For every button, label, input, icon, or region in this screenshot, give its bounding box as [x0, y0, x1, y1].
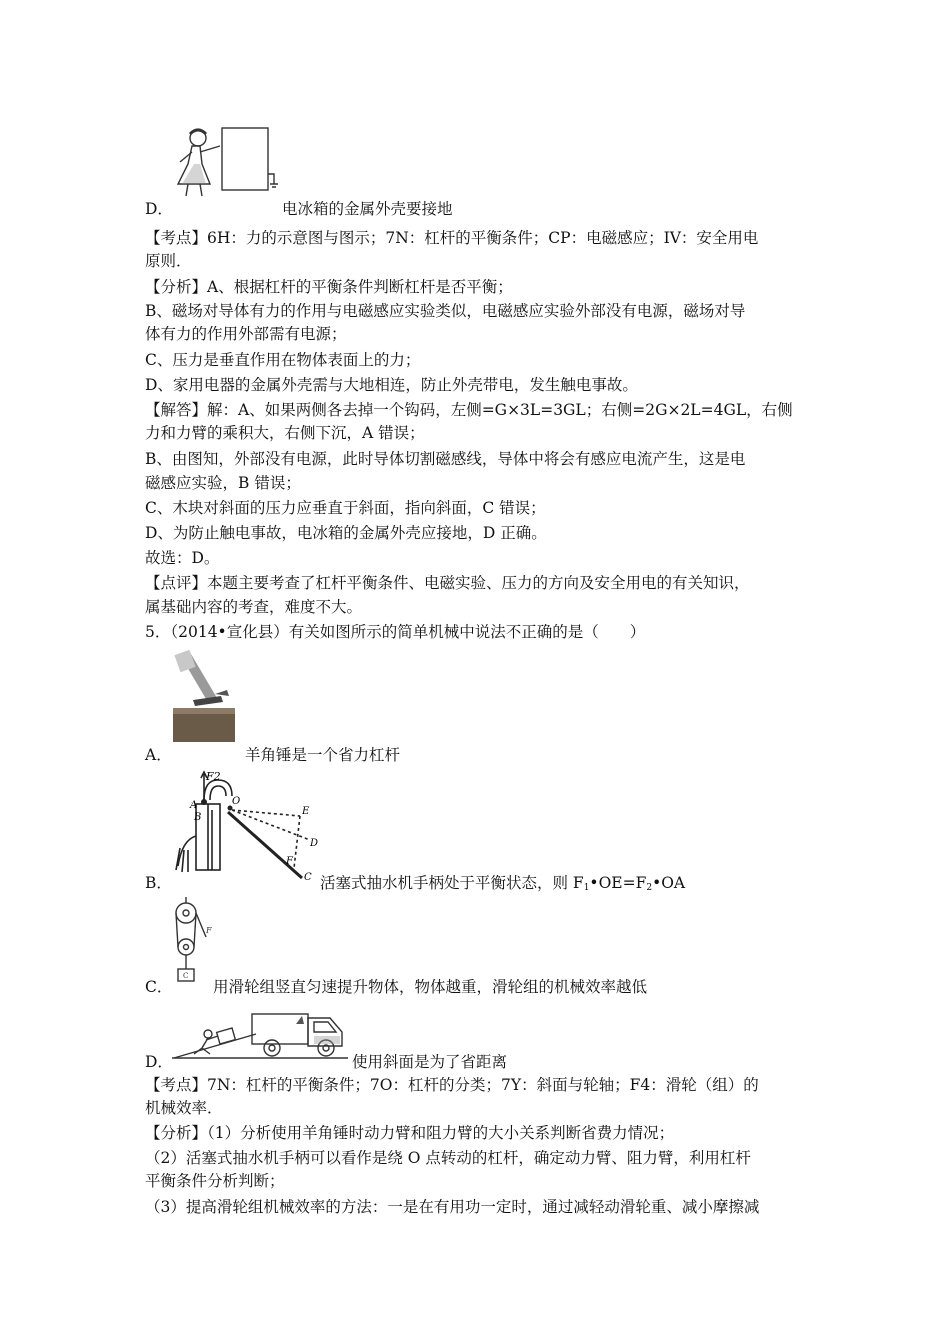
label-o: O [232, 796, 241, 807]
fenxi-line: 【分析】A、根据杠杆的平衡条件判断杠杆是否平衡； [145, 278, 513, 296]
q5-kaodian-line-2: 机械效率． [145, 1099, 223, 1117]
label-pulley-f: F [206, 926, 212, 935]
label-e: E [302, 806, 310, 817]
label-f2: F2 [206, 770, 221, 783]
q5-stem: 5．（2014•宣化县）有关如图所示的简单机械中说法不正确的是（ ） [145, 623, 646, 641]
q5-option-b-letter: B． [145, 874, 172, 892]
fenxi-b-line-1: B、磁场对导体有力的作用与电磁感应实验类似，电磁感应实验外部没有电源，磁场对导 [145, 302, 746, 320]
label-b: B [194, 812, 202, 823]
pulley-figure [168, 897, 218, 987]
dianping-line-2: 属基础内容的考查，难度不大。 [145, 598, 363, 616]
option-b-text-pre: 活塞式抽水机手柄处于平衡状态，则 F [320, 874, 584, 892]
jieda-line-2: 力和力臂的乘积大，右侧下沉，A 错误； [145, 424, 425, 442]
q5-kaodian-line-1: 【考点】7N：杠杆的平衡条件；7O：杠杆的分类；7Y：斜面与轮轴；F4：滑轮（组）的 [145, 1076, 759, 1094]
q5-option-d-text: 使用斜面是为了省距离 [352, 1053, 508, 1071]
q5-p3-line: （3）提高滑轮组机械效率的方法：一是在有用功一定时，通过减轻动滑轮重、减小摩擦减 [145, 1198, 760, 1216]
q5-p2-line-1: （2）活塞式抽水机手柄可以看作是绕 O 点转动的杠杆，确定动力臂、阻力臂，利用杠杆 [145, 1149, 751, 1167]
option-b-text-post: •OA [652, 874, 686, 892]
jieda-b-line-1: B、由图知，外部没有电源，此时导体切割磁感线，导体中将会有感应电流产生，这是电 [145, 450, 746, 468]
kaodian-line-1: 【考点】6H：力的示意图与图示；7N：杠杆的平衡条件；CP：电磁感应；IV：安全用电 [145, 229, 759, 247]
q5-option-c-letter: C． [145, 978, 173, 996]
fenxi-d-line: D、家用电器的金属外壳需与大地相连，防止外壳带电，发生触电事故。 [145, 376, 638, 394]
label-f: F [286, 856, 293, 867]
option-b-text-mid: •OE=F [589, 874, 647, 892]
label-a: A [190, 800, 198, 811]
q5-fenxi-line: 【分析】（1）分析使用羊角锤时动力臂和阻力臂的大小关系判断省费力情况； [145, 1124, 675, 1142]
q5-option-c-text: 用滑轮组竖直匀速提升物体，物体越重，滑轮组的机械效率越低 [213, 978, 648, 996]
q5-option-b-text [320, 871, 685, 893]
q4-option-d [145, 197, 173, 219]
label-pulley-block: C [183, 972, 189, 980]
option-b-sub1: 1 [583, 883, 590, 893]
jieda-d-line: D、为防止触电事故，电冰箱的金属外壳应接地，D 正确。 [145, 524, 547, 542]
q5-option-a-text: 羊角锤是一个省力杠杆 [245, 746, 401, 764]
claw-hammer-figure [173, 650, 235, 742]
option-b-sub2: 2 [646, 883, 653, 893]
kaodian-line-2: 原则． [145, 252, 192, 270]
truck-ramp-figure [172, 994, 350, 1062]
q5-p2-line-2: 平衡条件分析判断； [145, 1172, 285, 1190]
fridge-figure [170, 124, 280, 199]
fenxi-b-line-2: 体有力的作用外部需有电源； [145, 325, 347, 343]
jieda-c-line: C、木块对斜面的压力应垂直于斜面，指向斜面，C 错误； [145, 499, 546, 517]
jieda-line-1: 【解答】解：A、如果两侧各去掉一个钩码，左侧=G×3L=3GL；右侧=2G×2L=4GL，右侧 [145, 401, 793, 419]
label-d: D [310, 838, 319, 849]
answer-line: 故选：D。 [145, 549, 220, 567]
label-c: C [304, 872, 312, 882]
dianping-line-1: 【点评】本题主要考查了杠杆平衡条件、电磁实验、压力的方向及安全用电的有关知识， [145, 574, 750, 592]
fenxi-c-line: C、压力是垂直作用在物体表面上的力； [145, 351, 421, 369]
jieda-b-line-2: 磁感应实验，B 错误； [145, 474, 301, 492]
q5-option-d-letter: D． [145, 1053, 173, 1071]
q5-option-a-letter: A． [145, 746, 172, 764]
q4-option-d-caption: 电冰箱的金属外壳要接地 [282, 200, 453, 218]
piston-pump-figure [172, 770, 320, 882]
option-letter: D． [145, 200, 173, 218]
